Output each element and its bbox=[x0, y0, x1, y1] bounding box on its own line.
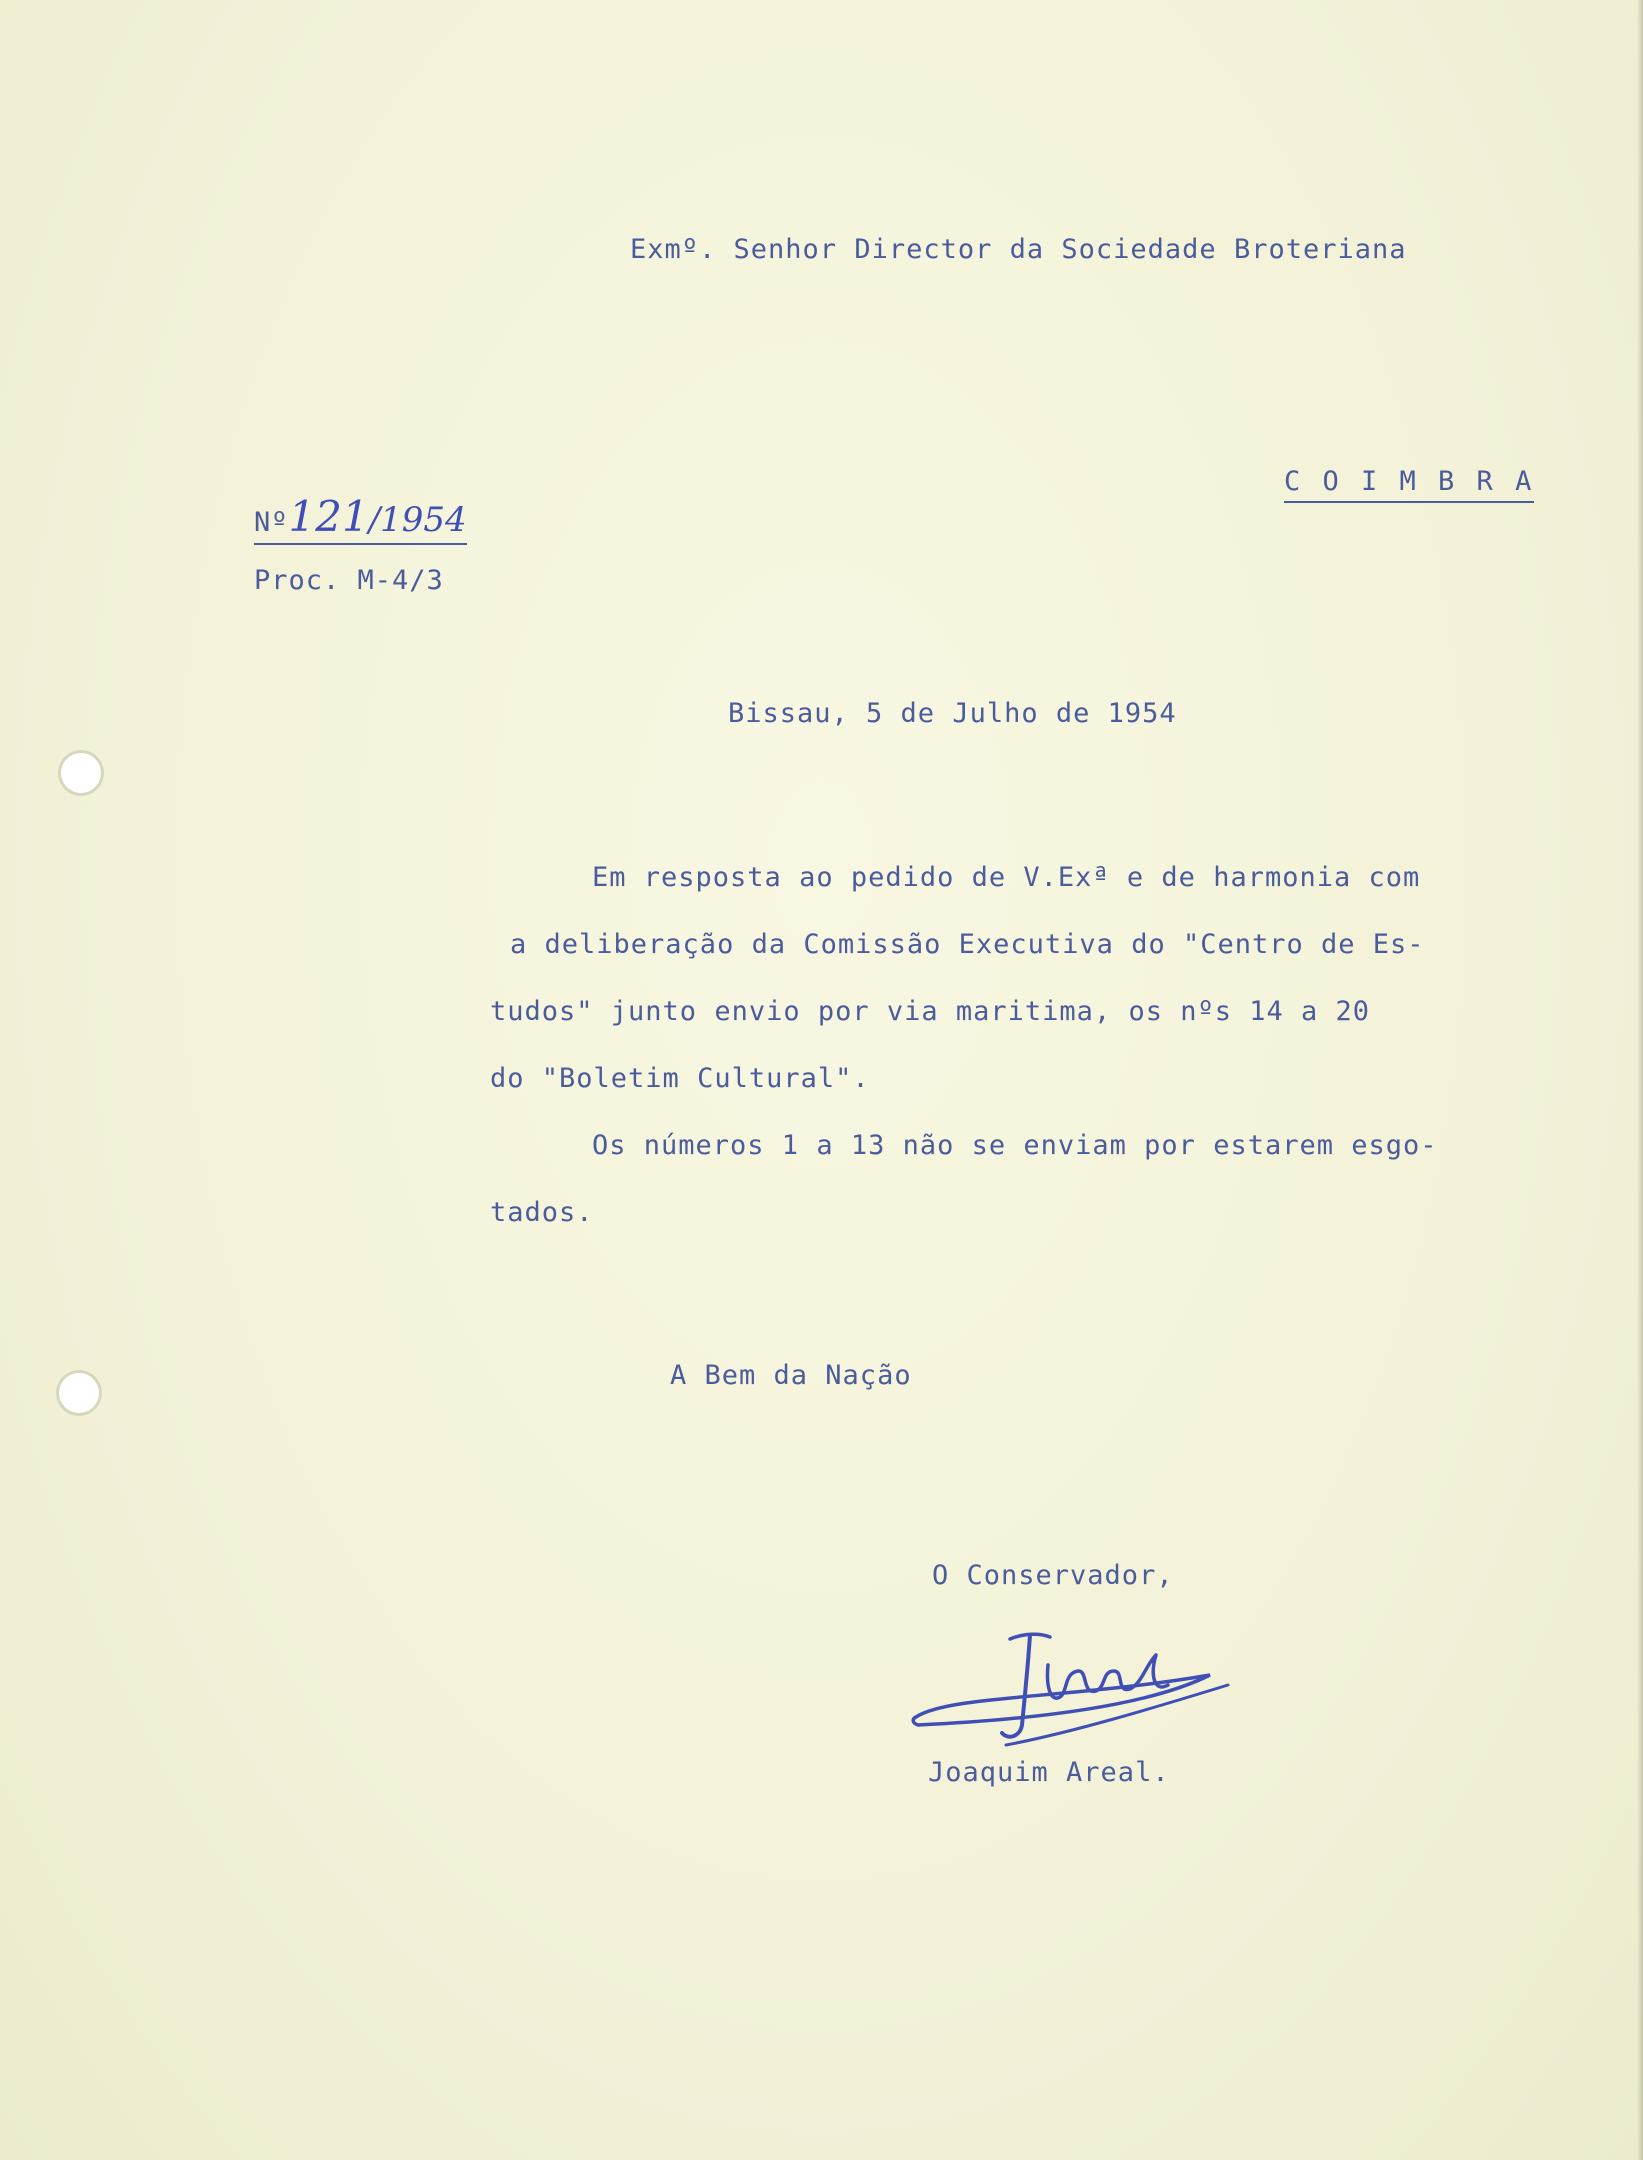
handwritten-signature bbox=[910, 1625, 1240, 1760]
reference-year: /1954 bbox=[368, 500, 467, 540]
body-line: tados. bbox=[490, 1197, 594, 1228]
signer-name: Joaquim Areal. bbox=[928, 1757, 1170, 1788]
closing-formula: A Bem da Nação bbox=[670, 1360, 912, 1391]
destination-city: C O I M B R A bbox=[1284, 466, 1534, 503]
body-line: do "Boletim Cultural". bbox=[490, 1063, 870, 1094]
body-line: Os números 1 a 13 não se enviam por estarem esgo- bbox=[592, 1130, 1438, 1161]
page-edge-shadow bbox=[1637, 0, 1643, 2160]
addressee-line: Exmº. Senhor Director da Sociedade Broteriana bbox=[630, 234, 1407, 265]
body-line: a deliberação da Comissão Executiva do "Centro de Es- bbox=[510, 929, 1425, 960]
reference-prefix: Nº bbox=[254, 507, 289, 538]
body-line: Em resposta ao pedido de V.Exª e de harmonia com bbox=[592, 862, 1421, 893]
punch-hole-bottom bbox=[56, 1370, 102, 1416]
process-reference: Proc. M-4/3 bbox=[254, 565, 444, 596]
reference-handwritten-number: 121 bbox=[288, 492, 369, 541]
signoff-title: O Conservador, bbox=[932, 1560, 1174, 1591]
body-line: tudos" junto envio por via maritima, os nºs 14 a 20 bbox=[490, 996, 1371, 1027]
place-and-date: Bissau, 5 de Julho de 1954 bbox=[728, 698, 1177, 729]
reference-number bbox=[254, 492, 467, 545]
punch-hole-top bbox=[58, 750, 104, 796]
